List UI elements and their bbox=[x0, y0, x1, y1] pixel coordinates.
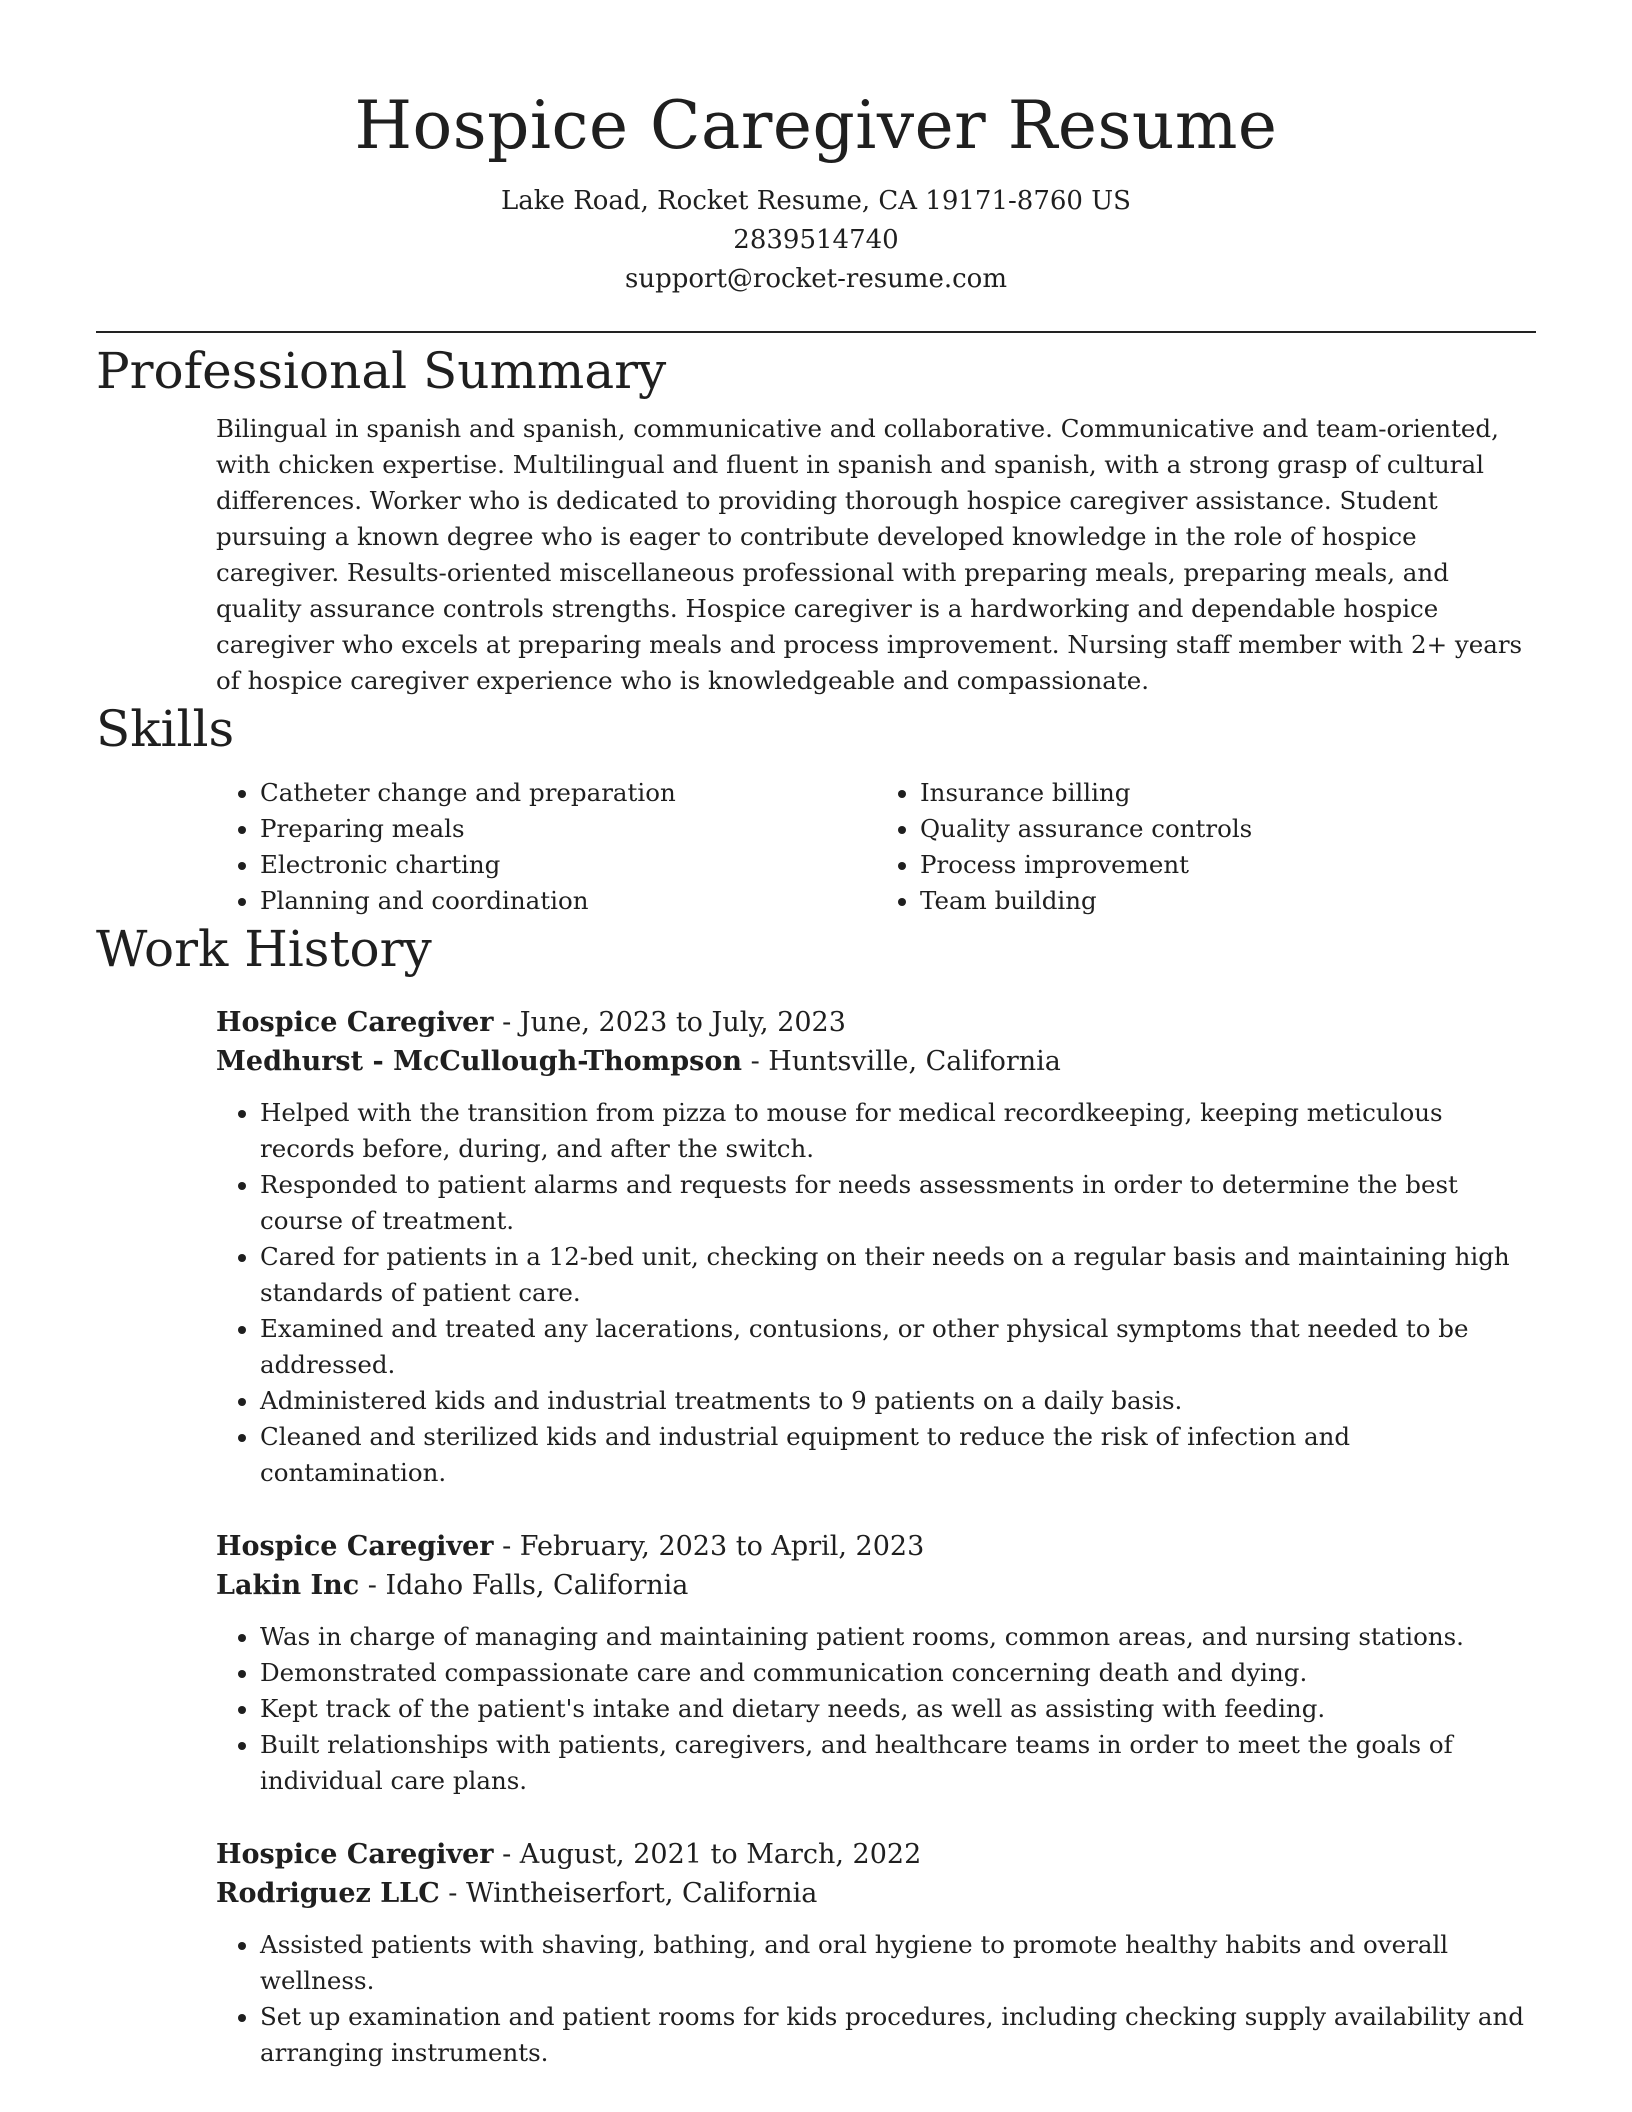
skill-item: • Insurance billing bbox=[920, 775, 1536, 811]
job-dates: - June, 2023 to July, 2023 bbox=[493, 1007, 846, 1038]
job-location: - Wintheiserfort, California bbox=[439, 1878, 818, 1909]
skill-item: • Process improvement bbox=[920, 847, 1536, 883]
job-title-line bbox=[216, 1527, 1536, 1566]
work-history-heading: Work History bbox=[96, 920, 432, 978]
resume-header bbox=[96, 0, 1536, 299]
job-title-line bbox=[216, 1003, 1536, 1042]
job-entry bbox=[216, 1527, 1536, 1799]
job-bullet: • Set up examination and patient rooms for kids procedures, including checking supply availability and arranging instruments. bbox=[260, 1999, 1536, 2071]
summary-text: Bilingual in spanish and spanish, communicative and collaborative. Communicative and team-oriented, with chicken expertise. Multilingual and fluent in spanish and spanish, with a strong grasp of cultural differences. Worker who is dedicated to providing thorough hospice caregiver assistance. Student pursuing a known degree who is eager to contribute developed knowledge in the role of hospice caregiver. Results-oriented miscellaneous professional with preparing meals, preparing meals, and quality assurance controls strengths. Hospice caregiver is a hardworking and dependable hospice caregiver who excels at preparing meals and process improvement. Nursing staff member with 2+ years of hospice caregiver experience who is knowledgeable and compassionate. bbox=[216, 414, 1523, 695]
job-bullet: • Examined and treated any lacerations, contusions, or other physical symptoms that needed to be addressed. bbox=[260, 1311, 1536, 1383]
job-bullet: • Built relationships with patients, caregivers, and healthcare teams in order to meet the goals of individual care plans. bbox=[260, 1727, 1536, 1799]
skill-item: • Quality assurance controls bbox=[920, 811, 1536, 847]
job-company: Rodriguez LLC bbox=[216, 1878, 440, 1909]
skill-item: • Team building bbox=[920, 883, 1536, 919]
job-bullet: • Kept track of the patient's intake and dietary needs, as well as assisting with feeding. bbox=[260, 1691, 1536, 1727]
skill-item: • Planning and coordination bbox=[260, 883, 876, 919]
job-bullet: • Cared for patients in a 12-bed unit, checking on their needs on a regular basis and maintaining high standards of patient care. bbox=[260, 1239, 1536, 1311]
job-bullet: • Administered kids and industrial treatments to 9 patients on a daily basis. bbox=[260, 1383, 1536, 1419]
job-company-line bbox=[216, 1566, 1536, 1605]
job-company-line bbox=[216, 1874, 1536, 1913]
skills-list-left bbox=[216, 775, 876, 919]
job-bullet: • Was in charge of managing and maintaining patient rooms, common areas, and nursing stations. bbox=[260, 1619, 1536, 1655]
job-title-line bbox=[216, 1835, 1536, 1874]
skills-heading: Skills bbox=[96, 700, 235, 758]
job-location: - Huntsville, California bbox=[741, 1046, 1061, 1077]
job-entry bbox=[216, 1835, 1536, 2071]
skill-item: • Electronic charting bbox=[260, 847, 876, 883]
job-company: Lakin Inc bbox=[216, 1570, 360, 1601]
contact-info bbox=[96, 182, 1536, 299]
job-location: - Idaho Falls, California bbox=[359, 1570, 689, 1601]
job-bullets bbox=[216, 1927, 1536, 2071]
skills-list-right bbox=[876, 775, 1536, 919]
job-bullet: • Responded to patient alarms and requests for needs assessments in order to determine the best course of treatment. bbox=[260, 1167, 1536, 1239]
phone: 2839514740 bbox=[733, 225, 899, 255]
job-bullet: • Cleaned and sterilized kids and industrial equipment to reduce the risk of infection and contamination. bbox=[260, 1419, 1536, 1491]
summary-heading: Professional Summary bbox=[96, 342, 667, 400]
address: Lake Road, Rocket Resume, CA 19171-8760 US bbox=[501, 186, 1131, 216]
job-bullet: • Demonstrated compassionate care and communication concerning death and dying. bbox=[260, 1655, 1536, 1691]
skill-item: • Catheter change and preparation bbox=[260, 775, 876, 811]
email: support@rocket-resume.com bbox=[624, 264, 1007, 294]
job-role: Hospice Caregiver bbox=[216, 1007, 494, 1038]
job-role: Hospice Caregiver bbox=[216, 1839, 494, 1870]
job-bullets bbox=[216, 1619, 1536, 1799]
resume-title: Hospice Caregiver Resume bbox=[354, 87, 1278, 164]
skills-section bbox=[96, 699, 1536, 919]
job-company: Medhurst - McCullough-Thompson bbox=[216, 1046, 742, 1077]
job-bullet: • Helped with the transition from pizza to mouse for medical recordkeeping, keeping meticulous records before, during, and after the switch. bbox=[260, 1095, 1536, 1167]
header-divider bbox=[96, 331, 1536, 333]
skills-grid bbox=[216, 775, 1536, 919]
summary-section bbox=[96, 341, 1536, 699]
job-entry bbox=[216, 1003, 1536, 1491]
job-bullet: • Assisted patients with shaving, bathing, and oral hygiene to promote healthy habits and overall wellness. bbox=[260, 1927, 1536, 1999]
job-company-line bbox=[216, 1042, 1536, 1081]
resume-page bbox=[96, 0, 1536, 2071]
work-history-section bbox=[96, 919, 1536, 2071]
skill-item: • Preparing meals bbox=[260, 811, 876, 847]
job-dates: - August, 2021 to March, 2022 bbox=[493, 1839, 922, 1870]
job-bullets bbox=[216, 1095, 1536, 1491]
job-role: Hospice Caregiver bbox=[216, 1531, 494, 1562]
job-dates: - February, 2023 to April, 2023 bbox=[493, 1531, 925, 1562]
